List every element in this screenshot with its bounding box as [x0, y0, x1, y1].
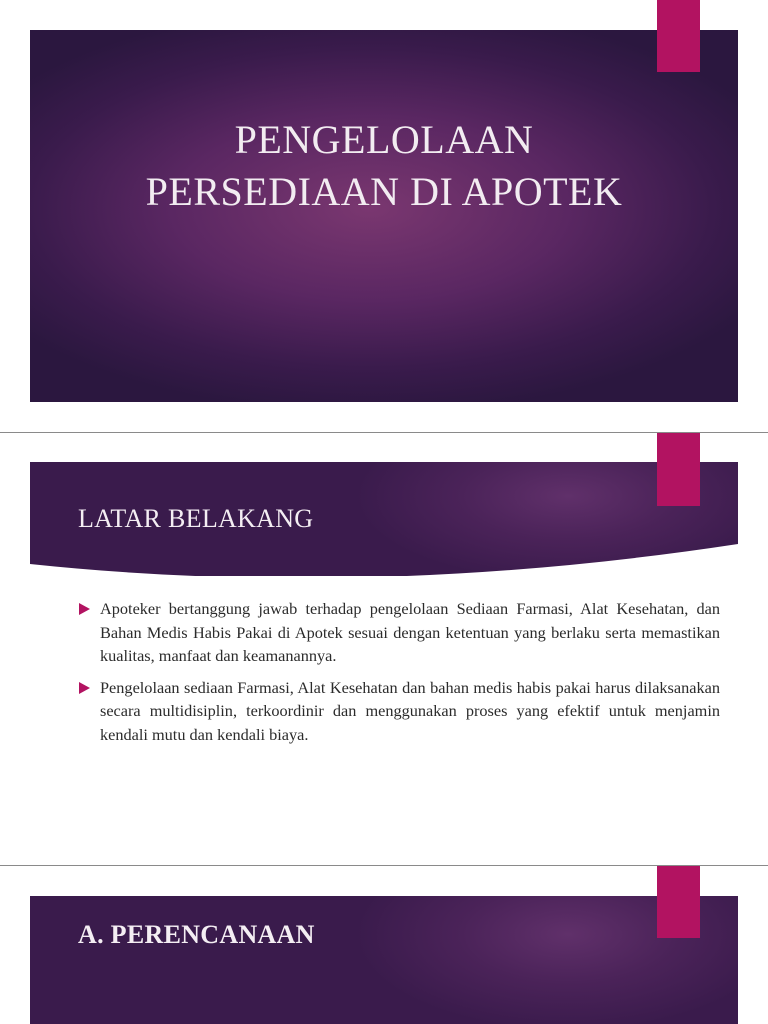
slide-title-line-2: PERSEDIAAN DI APOTEK [145, 169, 623, 214]
title-slide [30, 30, 738, 402]
slide-title [30, 114, 738, 218]
bullet-list [76, 597, 720, 754]
accent-ribbon [657, 866, 700, 938]
slide-heading: A. PERENCANAAN [78, 920, 315, 949]
wave-decoration [30, 536, 738, 576]
slide-header-band [30, 896, 738, 1024]
slide-title-line-1: PENGELOLAAN [234, 117, 534, 162]
slide-divider [0, 432, 768, 433]
triangle-right-icon [79, 603, 90, 615]
slide-header-band [30, 462, 738, 576]
triangle-right-icon [79, 682, 90, 694]
slide-heading: LATAR BELAKANG [78, 504, 314, 533]
accent-ribbon [657, 0, 700, 72]
bullet-text: Apoteker bertanggung jawab terhadap pengelolaan Sediaan Farmasi, Alat Kesehatan, dan Bahan Medis Habis Pakai di Apotek sesuai dengan ketentuan yang berlaku serta memastikan kualitas, manfaat dan keamanannya. [100, 599, 720, 665]
accent-ribbon [657, 433, 700, 506]
bullet-text: Pengelolaan sediaan Farmasi, Alat Kesehatan dan bahan medis habis pakai harus dilaksanakan secara multidisiplin, terkoordinir dan menggunakan proses yang efektif untuk menjamin kendali mutu dan kendali biaya. [100, 677, 720, 744]
bullet-item [76, 597, 720, 668]
bullet-item [76, 676, 720, 747]
slide-divider [0, 865, 768, 866]
